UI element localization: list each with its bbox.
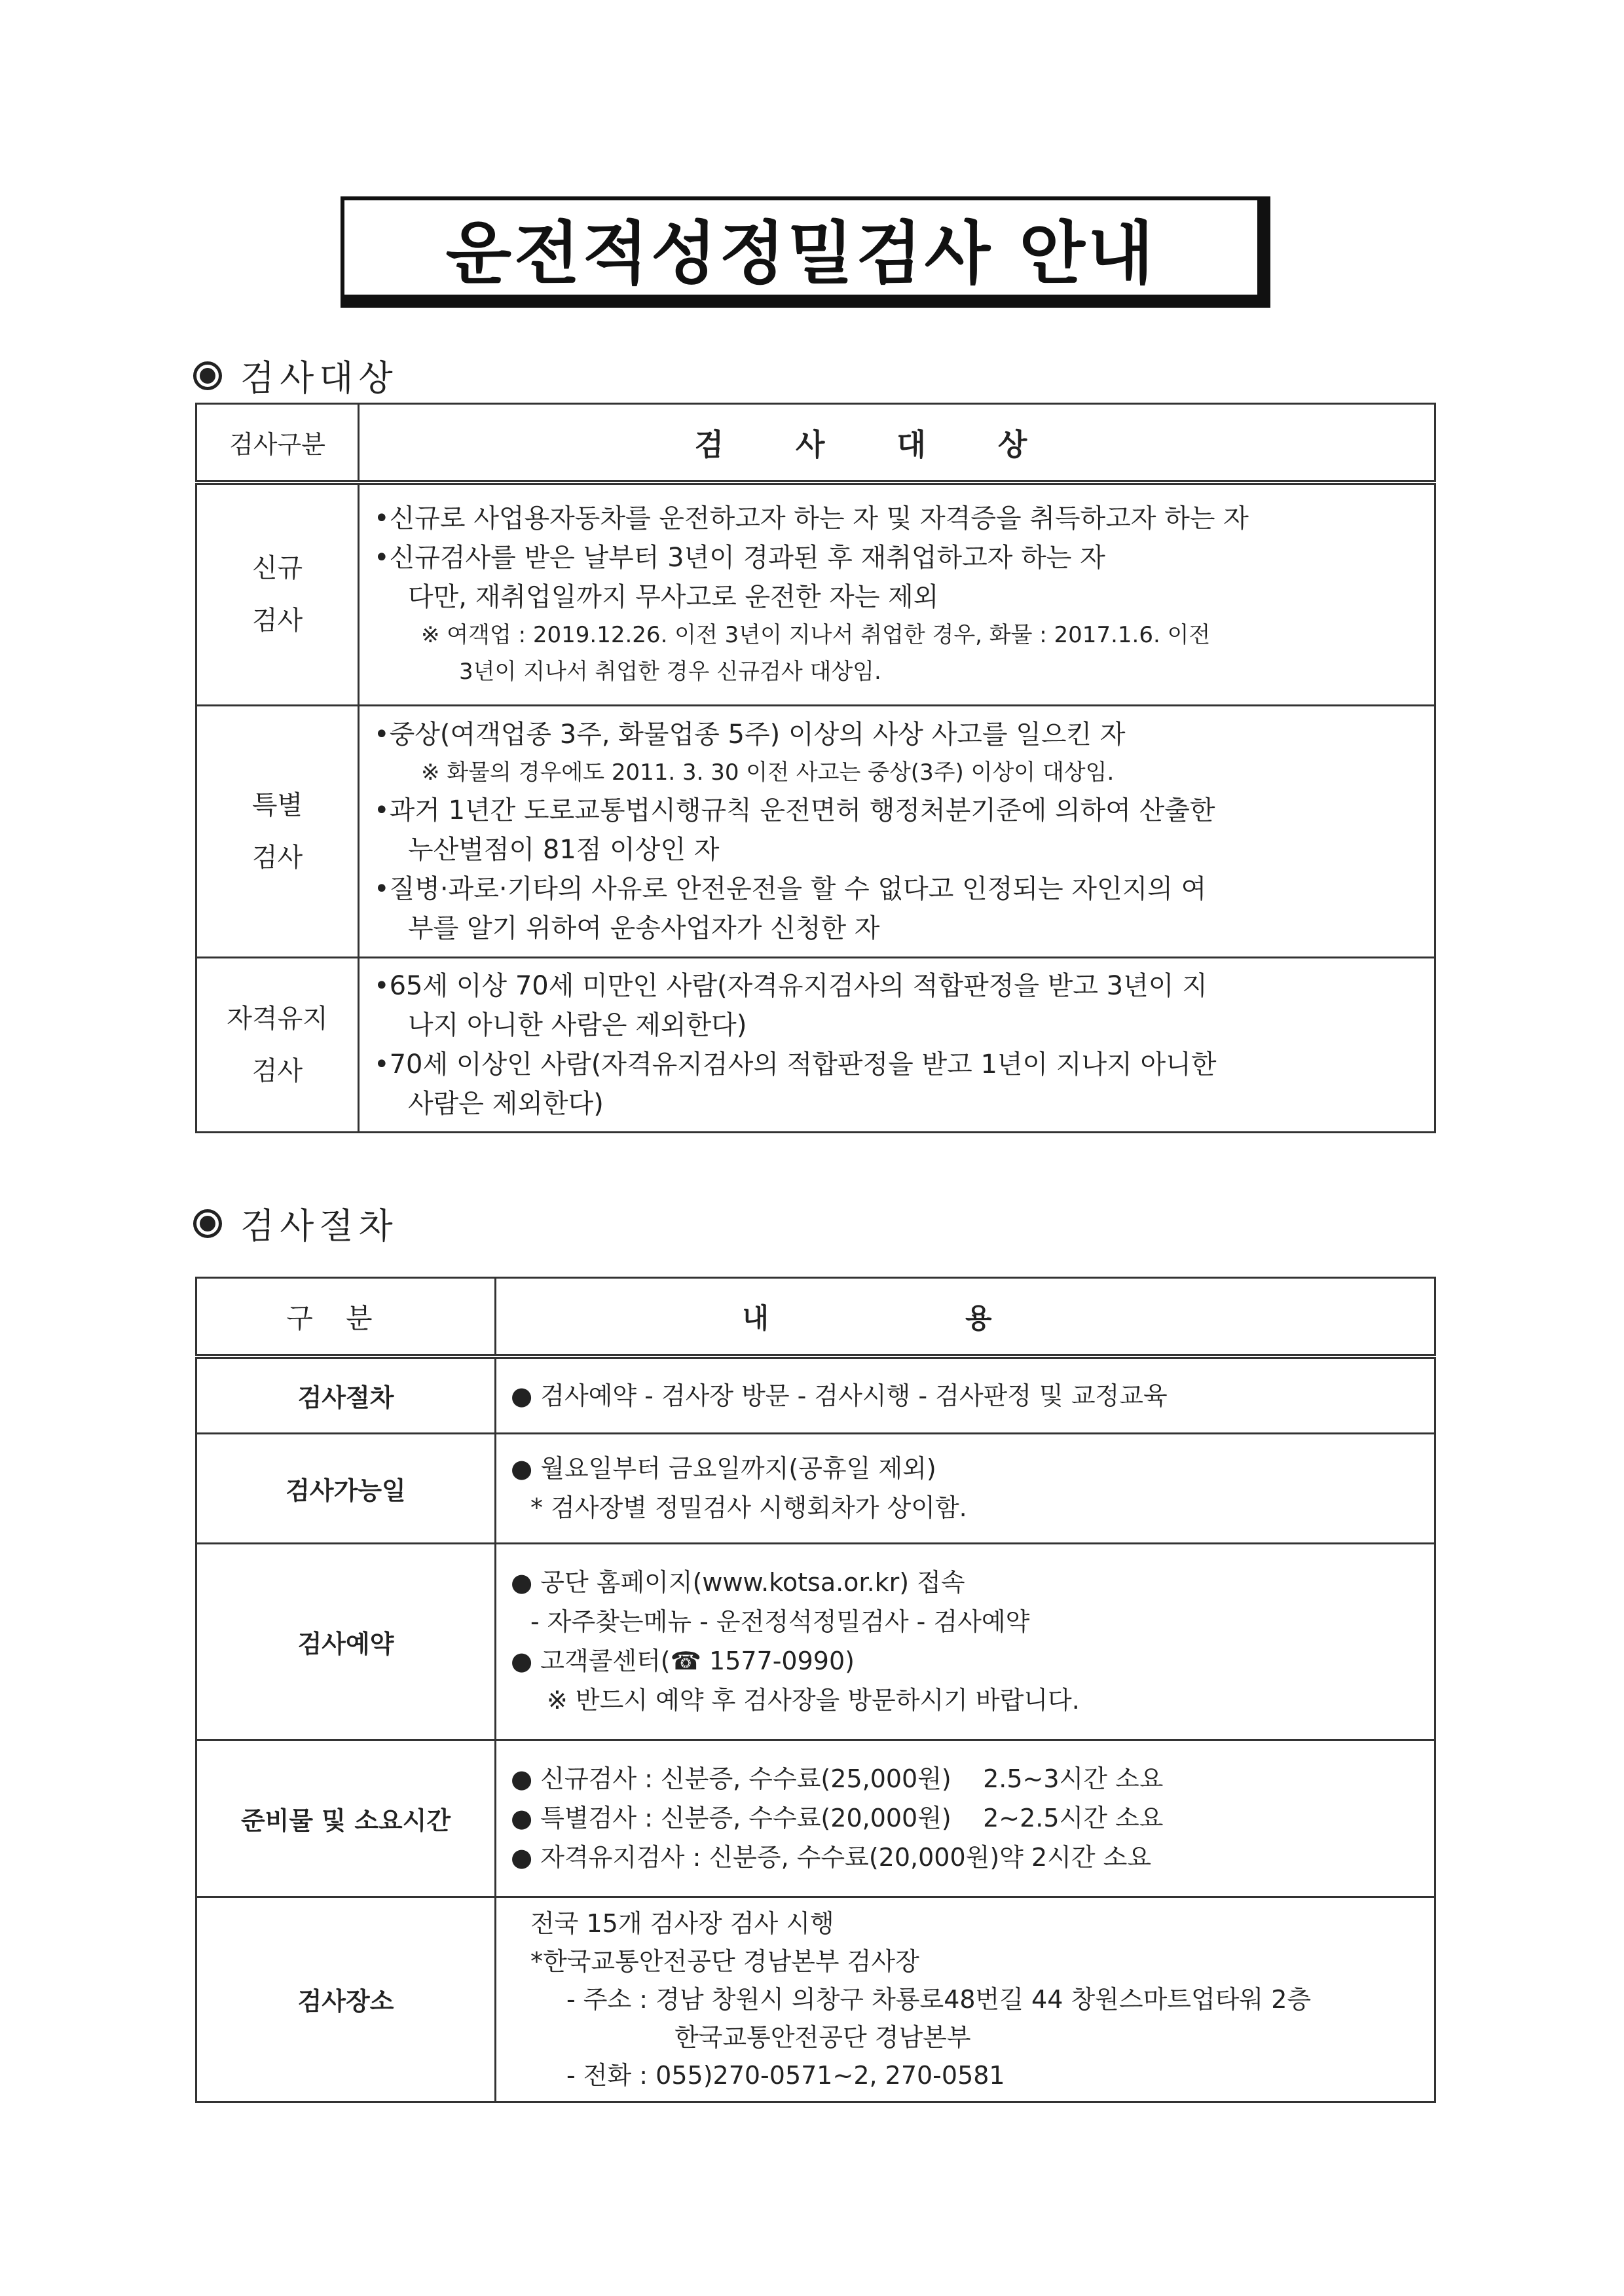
category-special: 특별 검사 bbox=[196, 705, 359, 957]
table-row-procedure bbox=[196, 1357, 1435, 1433]
note-text: * 검사장별 정밀검사 시행회차가 상이함. bbox=[530, 1493, 967, 1522]
list-item: ● 월요일부터 금요일까지(공휴일 제외) bbox=[511, 1454, 936, 1483]
table-header-row bbox=[196, 404, 1435, 483]
note-text: ※ 반드시 예약 후 검사장을 방문하시기 바랍니다. bbox=[547, 1686, 1080, 1715]
list-item: ● 공단 홈페이지(www.kotsa.or.kr) 접속 bbox=[511, 1568, 965, 1597]
page-title: 운전적성정밀검사 안내 bbox=[445, 213, 1156, 293]
list-item: - 전화 : 055)270-0571~2, 270-0581 bbox=[566, 2060, 1005, 2090]
page-title-box bbox=[341, 196, 1270, 308]
note-text: 3년이 지나서 취업한 경우 신규검사 대상임. bbox=[459, 659, 881, 685]
targets-special bbox=[359, 705, 1435, 957]
list-item: 부를 알기 위하여 운송사업자가 신청한 자 bbox=[408, 913, 880, 943]
list-item: •과거 1년간 도로교통법시행규칙 운전면허 행정처분기준에 의하여 산출한 bbox=[374, 795, 1215, 826]
target-bullet-icon bbox=[193, 361, 222, 390]
col-header-category: 구분 bbox=[196, 1278, 496, 1357]
list-item: - 자주찾는메뉴 - 운전정석정밀검사 - 검사예약 bbox=[530, 1607, 1030, 1636]
procedure-steps: ● 검사예약 - 검사장 방문 - 검사시행 - 검사판정 및 교정교육 bbox=[511, 1381, 1168, 1410]
targets-maintenance bbox=[359, 957, 1435, 1132]
table-header-row bbox=[196, 1278, 1435, 1357]
targets-new bbox=[359, 483, 1435, 705]
section-title: 검사대상 bbox=[240, 357, 398, 399]
list-item: •중상(여객업종 3주, 화물업종 5주) 이상의 사상 사고를 일으킨 자 bbox=[374, 719, 1126, 750]
procedure-table bbox=[195, 1277, 1436, 2103]
list-item: - 주소 : 경남 창원시 의창구 차룡로48번길 44 창원스마트업타워 2층 bbox=[566, 1984, 1312, 2014]
col-header-content: 내용 bbox=[496, 1278, 1435, 1357]
list-item: •65세 이상 70세 미만인 사람(자격유지검사의 적합판정을 받고 3년이 지 bbox=[374, 970, 1208, 1001]
section-heading-procedure bbox=[193, 1198, 398, 1248]
category-reservation: 검사예약 bbox=[196, 1543, 496, 1740]
procedure-bullet-icon bbox=[193, 1209, 222, 1238]
list-item: ● 특별검사 : 신분증, 수수료(20,000원) 2~2.5시간 소요 bbox=[511, 1804, 1164, 1832]
category-new: 신규 검사 bbox=[196, 483, 359, 705]
section-title: 검사절차 bbox=[240, 1205, 398, 1247]
table-row-reservation bbox=[196, 1543, 1435, 1740]
list-item: 전국 15개 검사장 검사 시행 bbox=[530, 1908, 834, 1938]
targets-table bbox=[195, 403, 1436, 1133]
table-row-special bbox=[196, 705, 1435, 957]
list-item: 한국교통안전공단 경남본부 bbox=[674, 2022, 971, 2052]
list-item: ● 고객콜센터(☎ 1577-0990) bbox=[511, 1647, 855, 1675]
table-row-new bbox=[196, 483, 1435, 705]
list-item: 누산벌점이 81점 이상인 자 bbox=[408, 834, 720, 865]
list-item: 다만, 재취업일까지 무사고로 운전한 자는 제외 bbox=[408, 582, 939, 613]
category-maintenance: 자격유지 검사 bbox=[196, 957, 359, 1132]
list-item: ● 자격유지검사 : 신분증, 수수료(20,000원)약 2시간 소요 bbox=[511, 1843, 1152, 1872]
table-row-location bbox=[196, 1897, 1435, 2102]
category-procedure: 검사절차 bbox=[196, 1357, 496, 1433]
table-row-days bbox=[196, 1433, 1435, 1543]
list-item: •70세 이상인 사람(자격유지검사의 적합판정을 받고 1년이 지나지 아니한 bbox=[374, 1049, 1217, 1080]
list-item: *한국교통안전공단 경남본부 검사장 bbox=[530, 1946, 919, 1976]
list-item: •신규검사를 받은 날부터 3년이 경과된 후 재취업하고자 하는 자 bbox=[374, 543, 1105, 574]
list-item: ● 신규검사 : 신분증, 수수료(25,000원) 2.5~3시간 소요 bbox=[511, 1764, 1164, 1793]
col-header-category: 검사구분 bbox=[196, 404, 359, 483]
section-heading-targets bbox=[193, 350, 398, 401]
table-row-maintenance bbox=[196, 957, 1435, 1132]
list-item: •질병·과로·기타의 사유로 안전운전을 할 수 없다고 인정되는 자인지의 여 bbox=[374, 873, 1207, 904]
table-row-prep bbox=[196, 1740, 1435, 1897]
category-days: 검사가능일 bbox=[196, 1433, 496, 1543]
category-prep: 준비물 및 소요시간 bbox=[196, 1740, 496, 1897]
list-item: 사람은 제외한다) bbox=[408, 1088, 604, 1119]
list-item: •신규로 사업용자동차를 운전하고자 하는 자 및 자격증을 취득하고자 하는 자 bbox=[374, 503, 1249, 534]
col-header-targets: 검사대상 bbox=[359, 404, 1435, 483]
note-text: ※ 화물의 경우에도 2011. 3. 30 이전 사고는 중상(3주) 이상이 대상임. bbox=[421, 759, 1115, 786]
note-text: ※ 여객업 : 2019.12.26. 이전 3년이 지나서 취업한 경우, 화물 : 2017.1.6. 이전 bbox=[421, 622, 1211, 649]
list-item: 나지 아니한 사람은 제외한다) bbox=[408, 1010, 747, 1040]
category-location: 검사장소 bbox=[196, 1897, 496, 2102]
